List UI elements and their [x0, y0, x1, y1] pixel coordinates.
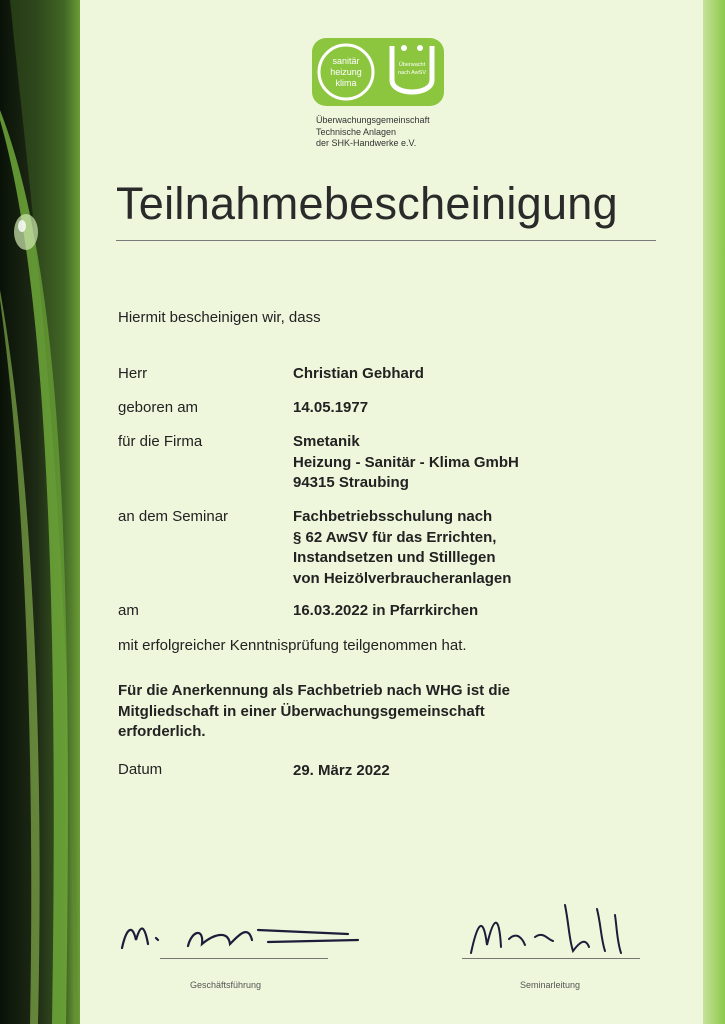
intro-text: Hiermit bescheinigen wir, dass — [118, 309, 321, 326]
birth-label: geboren am — [118, 399, 199, 416]
notice-line: erforderlich. — [118, 723, 206, 740]
page-title: Teilnahmebescheinigung — [116, 178, 618, 229]
notice-line: Mitgliedschaft in einer Überwachungsgemeinschaft — [118, 702, 485, 720]
company-label: für die Firma — [118, 433, 203, 450]
signature-line-left — [160, 958, 328, 959]
issue-date-label: Datum — [118, 761, 163, 778]
result-text: mit erfolgreicher Kenntnisprüfung teilgenommen hat. — [118, 637, 467, 654]
signature-label-right: Seminarleitung — [520, 980, 581, 990]
seminar-line: Instandsetzen und Stilllegen — [293, 549, 496, 566]
logo-text-left-1: sanitär — [332, 56, 360, 66]
logo-text-right-1: Überwacht — [398, 62, 426, 68]
signature-right — [465, 895, 655, 965]
signature-line-right — [462, 958, 640, 959]
seminar-block — [293, 507, 511, 589]
title-divider — [116, 240, 656, 241]
water-drop-icon — [14, 214, 38, 250]
organization-name-line: Technische Anlagen — [316, 126, 397, 137]
seminar-label: an dem Seminar — [118, 508, 229, 525]
seminar-line: § 62 AwSV für das Errichten, — [293, 528, 497, 546]
seminar-line: Fachbetriebsschulung nach — [293, 508, 493, 525]
birth-date: 14.05.1977 — [293, 399, 369, 416]
organization-name-line: der SHK-Handwerke e.V. — [316, 138, 417, 148]
company-line: Smetanik — [293, 433, 360, 450]
grass-blade-decoration — [0, 0, 80, 1024]
decorative-sidebar — [0, 0, 80, 1024]
company-line: 94315 Straubing — [293, 474, 409, 491]
organization-name — [316, 115, 430, 150]
logo-text-right-2: nach AwSV — [397, 70, 427, 76]
seminar-line: von Heizölverbraucheranlagen — [293, 569, 512, 587]
signature-label-left: Geschäftsführung — [190, 980, 262, 990]
seminar-date: 16.03.2022 in Pfarrkirchen — [293, 602, 479, 619]
logo-text-left-3: klima — [335, 78, 357, 88]
participant-name: Christian Gebhard — [293, 365, 424, 382]
logo-text-left-2: heizung — [330, 67, 362, 77]
notice-line: Für die Anerkennung als Fachbetrieb nach WHG ist die — [118, 682, 511, 699]
company-line: Heizung - Sanitär - Klima GmbH — [293, 453, 519, 471]
organization-logo — [312, 38, 444, 113]
company-block — [293, 432, 519, 494]
organization-name-line: Überwachungsgemeinschaft — [316, 115, 430, 125]
issue-date: 29. März 2022 — [293, 762, 390, 779]
notice-block — [118, 681, 510, 743]
decorative-right-edge — [703, 0, 725, 1024]
date-label: am — [118, 602, 139, 619]
salutation-label: Herr — [118, 365, 148, 382]
signature-left — [118, 900, 368, 960]
